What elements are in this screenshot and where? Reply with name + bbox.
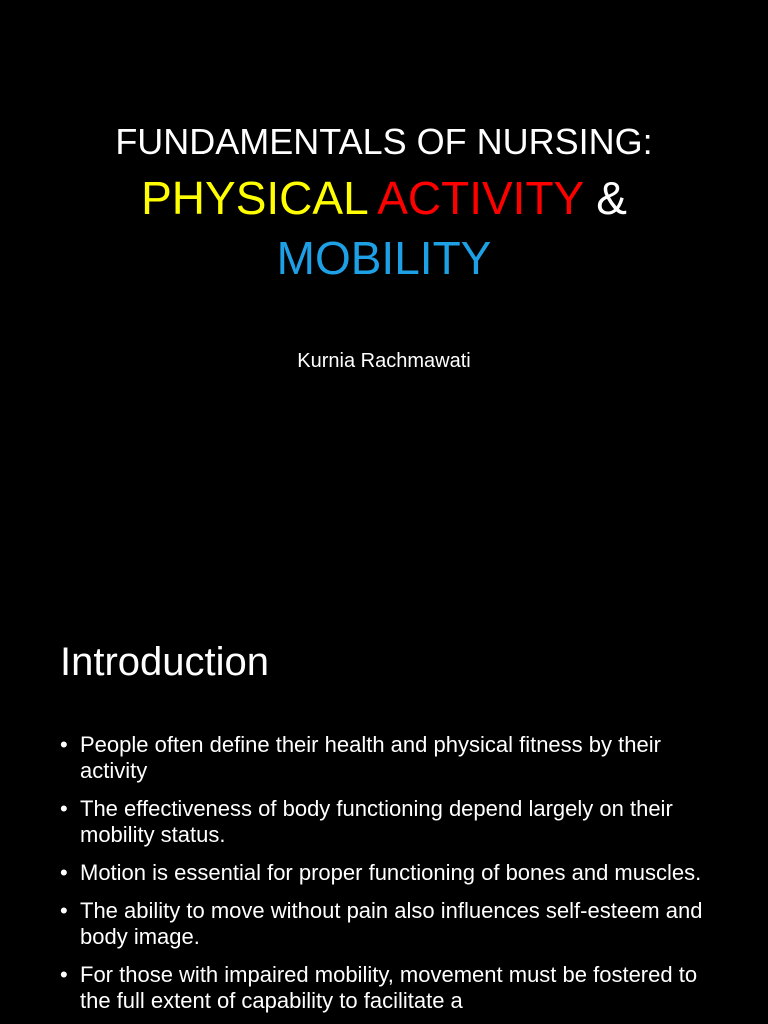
bullet-item (60, 962, 720, 1014)
bullet-icon: • (60, 860, 68, 885)
bullet-text: The effectiveness of body functioning depend largely on their mobility status. (80, 796, 673, 847)
bullet-item (60, 860, 720, 886)
bullet-icon: • (60, 962, 68, 987)
bullet-icon: • (60, 898, 68, 923)
bullet-icon: • (60, 732, 68, 757)
title-word-physical: PHYSICAL (141, 172, 367, 224)
bullet-list (60, 732, 720, 1024)
slide-title-line2 (0, 170, 768, 226)
slide-title-line3 (0, 230, 768, 286)
bullet-item (60, 898, 720, 950)
title-word-mobility: MOBILITY (276, 232, 492, 284)
title-ampersand: & (596, 172, 627, 224)
introduction-slide (0, 512, 768, 1024)
bullet-icon: • (60, 796, 68, 821)
bullet-text: The ability to move without pain also influences self-esteem and body image. (80, 898, 703, 949)
bullet-text: For those with impaired mobility, movement must be fostered to the full extent of capability to facilitate a (80, 962, 698, 1013)
slide-title-line1: FUNDAMENTALS OF NURSING: (115, 121, 653, 162)
author-name: Kurnia Rachmawati (297, 350, 471, 372)
bullet-item (60, 796, 720, 848)
bullet-item (60, 732, 720, 784)
slide-heading: Introduction (60, 640, 270, 684)
bullet-text: Motion is essential for proper functioning of bones and muscles. (80, 860, 702, 885)
title-word-activity: ACTIVITY (377, 172, 584, 224)
bullet-text: People often define their health and physical fitness by their activity (80, 732, 661, 783)
